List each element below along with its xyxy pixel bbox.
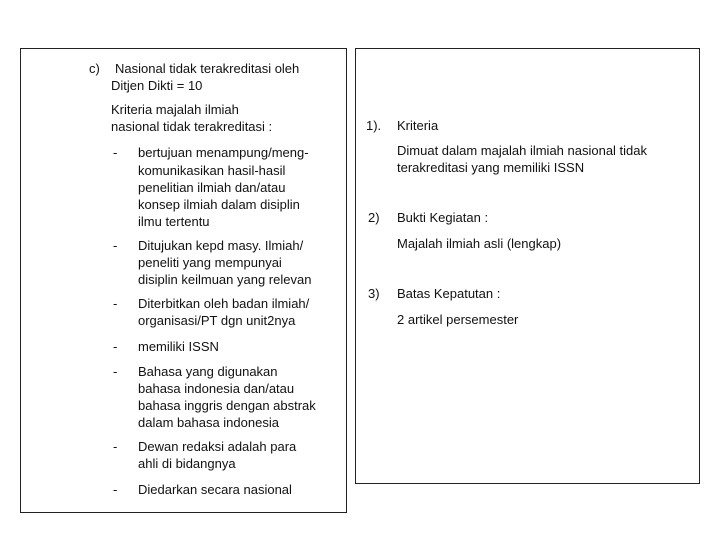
bullet-text-line: Diterbitkan oleh badan ilmiah/ [138,296,310,311]
bullet-dash: - [113,145,118,160]
bullet-text-line: bahasa indonesia dan/atau [138,381,295,396]
item-desc-line: 2 artikel persemester [397,312,519,327]
item-number: 3) [368,286,380,301]
bullet-dash: - [113,296,118,311]
item-desc-line: Majalah ilmiah asli (lengkap) [397,236,562,251]
bullet-text-line: disiplin keilmuan yang relevan [138,272,312,287]
criteria-intro-line-2: nasional tidak terakreditasi : [111,119,273,134]
heading-marker: c) [89,61,100,76]
item-number: 1). [366,118,382,133]
bullet-text-line: memiliki ISSN [138,339,219,354]
bullet-text-line: konsep ilmiah dalam disiplin [138,197,300,212]
bullet-text-line: Ditujukan kepd masy. Ilmiah/ [138,238,304,253]
heading-line-2: Ditjen Dikti = 10 [111,78,203,93]
bullet-text-line: dalam bahasa indonesia [138,415,279,430]
item-title: Kriteria [397,118,439,133]
bullet-text-line: ilmu tertentu [138,214,210,229]
bullet-text-line: komunikasikan hasil-hasil [138,163,286,178]
bullet-dash: - [113,339,118,354]
bullet-text-line: bertujuan menampung/meng- [138,145,309,160]
bullet-text-line: Diedarkan secara nasional [138,482,292,497]
item-desc-line: terakreditasi yang memiliki ISSN [397,160,585,175]
bullet-text-line: Bahasa yang digunakan [138,364,278,379]
left-criteria-panel [20,48,347,513]
bullet-text-line: Dewan redaksi adalah para [138,439,297,454]
heading-line-1: Nasional tidak terakreditasi oleh [115,61,300,76]
bullet-text-line: peneliti yang mempunyai [138,255,282,270]
item-title: Bukti Kegiatan : [397,210,489,225]
bullet-text-line: penelitian ilmiah dan/atau [138,180,286,195]
bullet-text-line: bahasa inggris dengan abstrak [138,398,316,413]
item-desc-line: Dimuat dalam majalah ilmiah nasional tidak [397,143,648,158]
bullet-text-line: ahli di bidangnya [138,456,236,471]
bullet-text-line: organisasi/PT dgn unit2nya [138,313,296,328]
right-info-panel [355,48,700,484]
item-title: Batas Kepatutan : [397,286,501,301]
bullet-dash: - [113,482,118,497]
bullet-dash: - [113,364,118,379]
bullet-dash: - [113,439,118,454]
item-number: 2) [368,210,380,225]
criteria-intro-line-1: Kriteria majalah ilmiah [111,102,239,117]
bullet-dash: - [113,238,118,253]
